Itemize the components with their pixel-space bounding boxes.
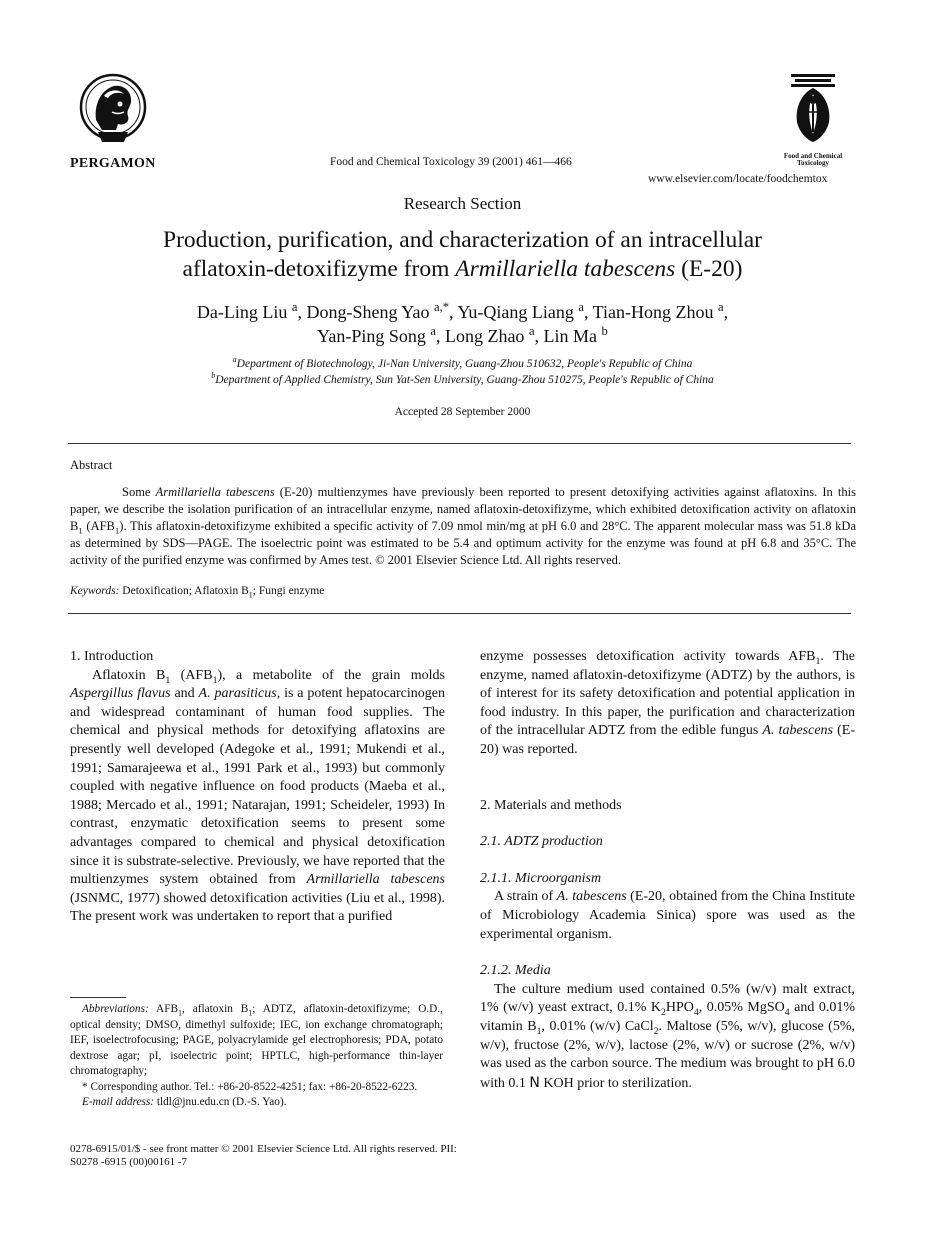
subsubsection-heading: 2.1.2. Media (480, 963, 551, 979)
author-affil-mark: a (291, 300, 298, 314)
author-affil-mark: a,* (434, 300, 450, 314)
abstract-text (70, 484, 856, 569)
abstract-part: (AFB (82, 519, 115, 533)
text-run: (AFB (170, 667, 213, 683)
email-address[interactable]: tldl@jnu.edu.cn (D.-S. Yao). (154, 1096, 287, 1108)
author-affil-mark: a (528, 324, 535, 338)
journal-logo-text: Food and Chemical Toxicology (783, 152, 843, 167)
affil-mark: a (232, 355, 237, 365)
methods-heading: 2. Materials and methods (480, 797, 622, 813)
email-footnote (70, 1095, 443, 1111)
text-run: (JSNMC, 1977) showed detoxification activities (Liu et al., 1998). The present work was undertaken to report that a purified (70, 890, 445, 925)
subscript: 2 (653, 1025, 659, 1037)
media-paragraph (480, 981, 855, 1094)
affil-mark: b (211, 371, 216, 381)
subscript: 1 (248, 1008, 253, 1018)
abbr-label: Abbreviations: (82, 1003, 149, 1015)
normality-symbol: N (529, 1074, 540, 1091)
footer-line-2: S0278 -6915 (00)00161 -7 (70, 1156, 188, 1168)
species-name: Armillariella tabescens (306, 872, 445, 888)
author: Yan-Ping Song (317, 326, 426, 346)
text-run: Aflatoxin B (92, 667, 166, 683)
text-run: , aflatoxin B (181, 1003, 249, 1015)
journal-citation: Food and Chemical Toxicology 39 (2001) 461—466 (330, 156, 572, 168)
abstract-heading: Abstract (70, 458, 113, 472)
subsubsection-heading: 2.1.1. Microorganism (480, 870, 602, 886)
author: Dong-Sheng Yao (306, 302, 430, 322)
accepted-date: Accepted 28 September 2000 (394, 406, 531, 418)
divider (68, 443, 851, 444)
text-run: (E-20, obtained from the China Institute of Microbiology Academia Sinica) spore was used as the experimental organism. (480, 889, 855, 942)
keywords-text: Detoxification; Aflatoxin B (119, 585, 249, 597)
title-line-2-start: aflatoxin-detoxifizyme from (182, 256, 456, 282)
author-affil-mark: a (430, 324, 436, 338)
text-run: . Maltose (5%, w/v), glucose (5%, w/v), fructose (2%, w/v), lactose (2%, w/v) or sucrose (2%, w/v) was used as the carbon source. The medium was brought to pH 6.0 with 0.1 (480, 1018, 855, 1091)
author: Lin Ma (543, 326, 598, 346)
author-separator: , (534, 326, 544, 346)
species-name: A. tabescens (762, 723, 833, 739)
title-line-1: Production, purification, and characterization of an intracellular (163, 227, 762, 253)
text-run: ; ADTZ, aflatoxin-detoxifizyme; O.D., optical density; DMSO, dimethyl sulfoxide; IEC, ion exchange chromatograph; IEF, isoelectrofocusing; PAGE, polyacrylamide gel electrophoresis; PDA, potato dextrose agar; pI, isoelectric point; HPTLC, high-performance thin-layer chromatography; (70, 1003, 443, 1077)
affiliation: Department of Applied Chemistry, Sun Yat-Sen University, Guang-Zhou 510275, People's Republic of China (215, 374, 714, 386)
affiliation: Department of Biotechnology, Ji-Nan University, Guang-Zhou 510632, People's Republic of China (236, 358, 693, 370)
abstract-italic: Armillariella tabescens (155, 485, 275, 499)
author-list (60, 300, 865, 348)
text-run: , 0.05% MgSO (698, 1000, 785, 1016)
author-affil-mark: a (578, 300, 584, 314)
text-run: and 0.01% vitamin B (480, 1000, 855, 1034)
title-line-2-italic: Armillariella tabescens (455, 256, 676, 282)
text-run: , 0.01% (w/v) CaCl (541, 1018, 654, 1034)
left-column (70, 648, 445, 927)
text-run: and (170, 686, 199, 702)
email-label: E-mail address: (82, 1096, 155, 1108)
text-run: A strain of (494, 889, 557, 905)
keywords-label: Keywords: (70, 585, 120, 597)
author: Tian-Hong Zhou (592, 302, 714, 322)
intro-paragraph (70, 667, 445, 927)
text-run: HPO (665, 1000, 694, 1016)
text-run: . The enzyme, named aflatoxin-detoxifizyme (ADTZ) by the authors, is of interest for its safety detoxification and potential application in food industry. In this paper, the purification and characterization of the intracellular ADTZ from the edible fungus (480, 649, 855, 739)
abbreviations-footnote (70, 1002, 443, 1080)
author-separator: , (449, 302, 458, 322)
author-affil-mark: b (601, 324, 608, 338)
species-name: A. tabescens (556, 889, 627, 905)
title-line-2-end: (E-20) (675, 256, 743, 282)
microorganism-paragraph (480, 888, 855, 944)
affiliations (60, 356, 865, 388)
subscript: 1 (165, 674, 171, 686)
subscript: 4 (784, 1007, 790, 1019)
publisher-name: PERGAMON (70, 156, 156, 171)
species-name: A. parasiticus (198, 686, 277, 702)
text-run: The culture medium used contained 0.5% (w/v) malt extract, 1% (w/v) yeast extract, 0.1% K (480, 981, 855, 1016)
text-run: enzyme possesses detoxification activity towards AFB (480, 649, 816, 664)
footnotes (70, 1002, 443, 1111)
corresponding-author: * Corresponding author. Tel.: +86-20-8522-4251; fax: +86-20-8522-6223. (82, 1080, 418, 1093)
subsection-heading: 2.1. ADTZ production (480, 834, 603, 850)
author-separator: , (297, 302, 307, 322)
subscript: 2 (660, 1007, 666, 1019)
footer-line-1: 0278-6915/01/$ - see front matter © 2001 Elsevier Science Ltd. All rights reserved. PII: (70, 1143, 457, 1155)
author-affil-mark: a (718, 300, 724, 314)
author-separator: , (723, 302, 729, 322)
abstract-part: ). This aflatoxin-detoxifizyme exhibited a specific activity of 7.09 nmol min/mg at pH 6.0 and 28°C. The apparent molecular mass was 51.8 kDa as determined by SDS—PAGE. The isoelectric point was estimated to be 5.4 and optimum activity for the enzyme was found at pH 6.8 and 35°C. The activity of the purified enzyme was confirmed by Ames test. © 2001 Elsevier Science Ltd. All rights reserved. (70, 519, 857, 567)
text-run: ), a metabolite of the grain molds (217, 667, 445, 683)
subscript: 4 (693, 1007, 699, 1019)
divider (68, 613, 851, 614)
footer (70, 1143, 457, 1169)
text-run: (E-20) was reported. (480, 723, 855, 757)
intro-continuation (480, 648, 855, 760)
text-run: AFB (148, 1003, 179, 1015)
subscript: 1 (78, 525, 83, 536)
journal-logo (783, 70, 843, 167)
article-title (60, 226, 865, 284)
subscript: 1 (248, 590, 253, 600)
subscript: 1 (536, 1025, 542, 1037)
subscript: 1 (212, 674, 218, 686)
subscript: 1 (178, 1008, 182, 1018)
author: Yu-Qiang Liang (457, 302, 574, 322)
text-run: KOH prior to sterilization. (539, 1075, 692, 1091)
species-name: Aspergillus flavus (70, 686, 171, 702)
keywords-text: ; Fungi enzyme (252, 585, 325, 597)
journal-url[interactable]: www.elsevier.com/locate/foodchemtox (648, 173, 828, 185)
footnote-rule (70, 997, 126, 998)
section-label: Research Section (403, 194, 522, 213)
abstract-part: Some (122, 485, 156, 499)
author: Long Zhao (444, 326, 525, 346)
intro-heading: 1. Introduction (70, 649, 154, 664)
author-separator: , (583, 302, 593, 322)
pergamon-logo (78, 72, 148, 154)
keywords (70, 585, 325, 600)
subscript: 1 (114, 525, 120, 536)
author-separator: , (435, 326, 445, 346)
author: Da-Ling Liu (196, 302, 288, 322)
subscript: 1 (815, 655, 821, 667)
text-run: , is a potent hepatocarcinogen and widespread contaminant of human food supplies. The chemical and physical methods for detoxifying aflatoxins are presently well developed (Adegoke et al., 1991; Mukendi et al., 1991; Samarajeewa et al., 1991 Park et al., 1993) but commonly coupled with negative influence on food products (Maeba et al., 1988; Mercado et al., 1991; Natarajan, 1991; Scheideler, 1993) In contrast, enzymatic detoxification seems to present some advantages compared to chemical and physical detoxification since it is substrate-selective. Previously, we have reported that the multienzymes system obtained from (70, 686, 445, 888)
right-column (480, 648, 855, 1093)
abstract-part: (E-20) multienzymes have previously been reported to present detoxifying activities against aflatoxins. In this paper, we describe the isolation purification of an intracellular enzyme, named aflatoxin-detoxifizyme, which exhibited detoxification activity on aflatoxin B (70, 485, 856, 533)
